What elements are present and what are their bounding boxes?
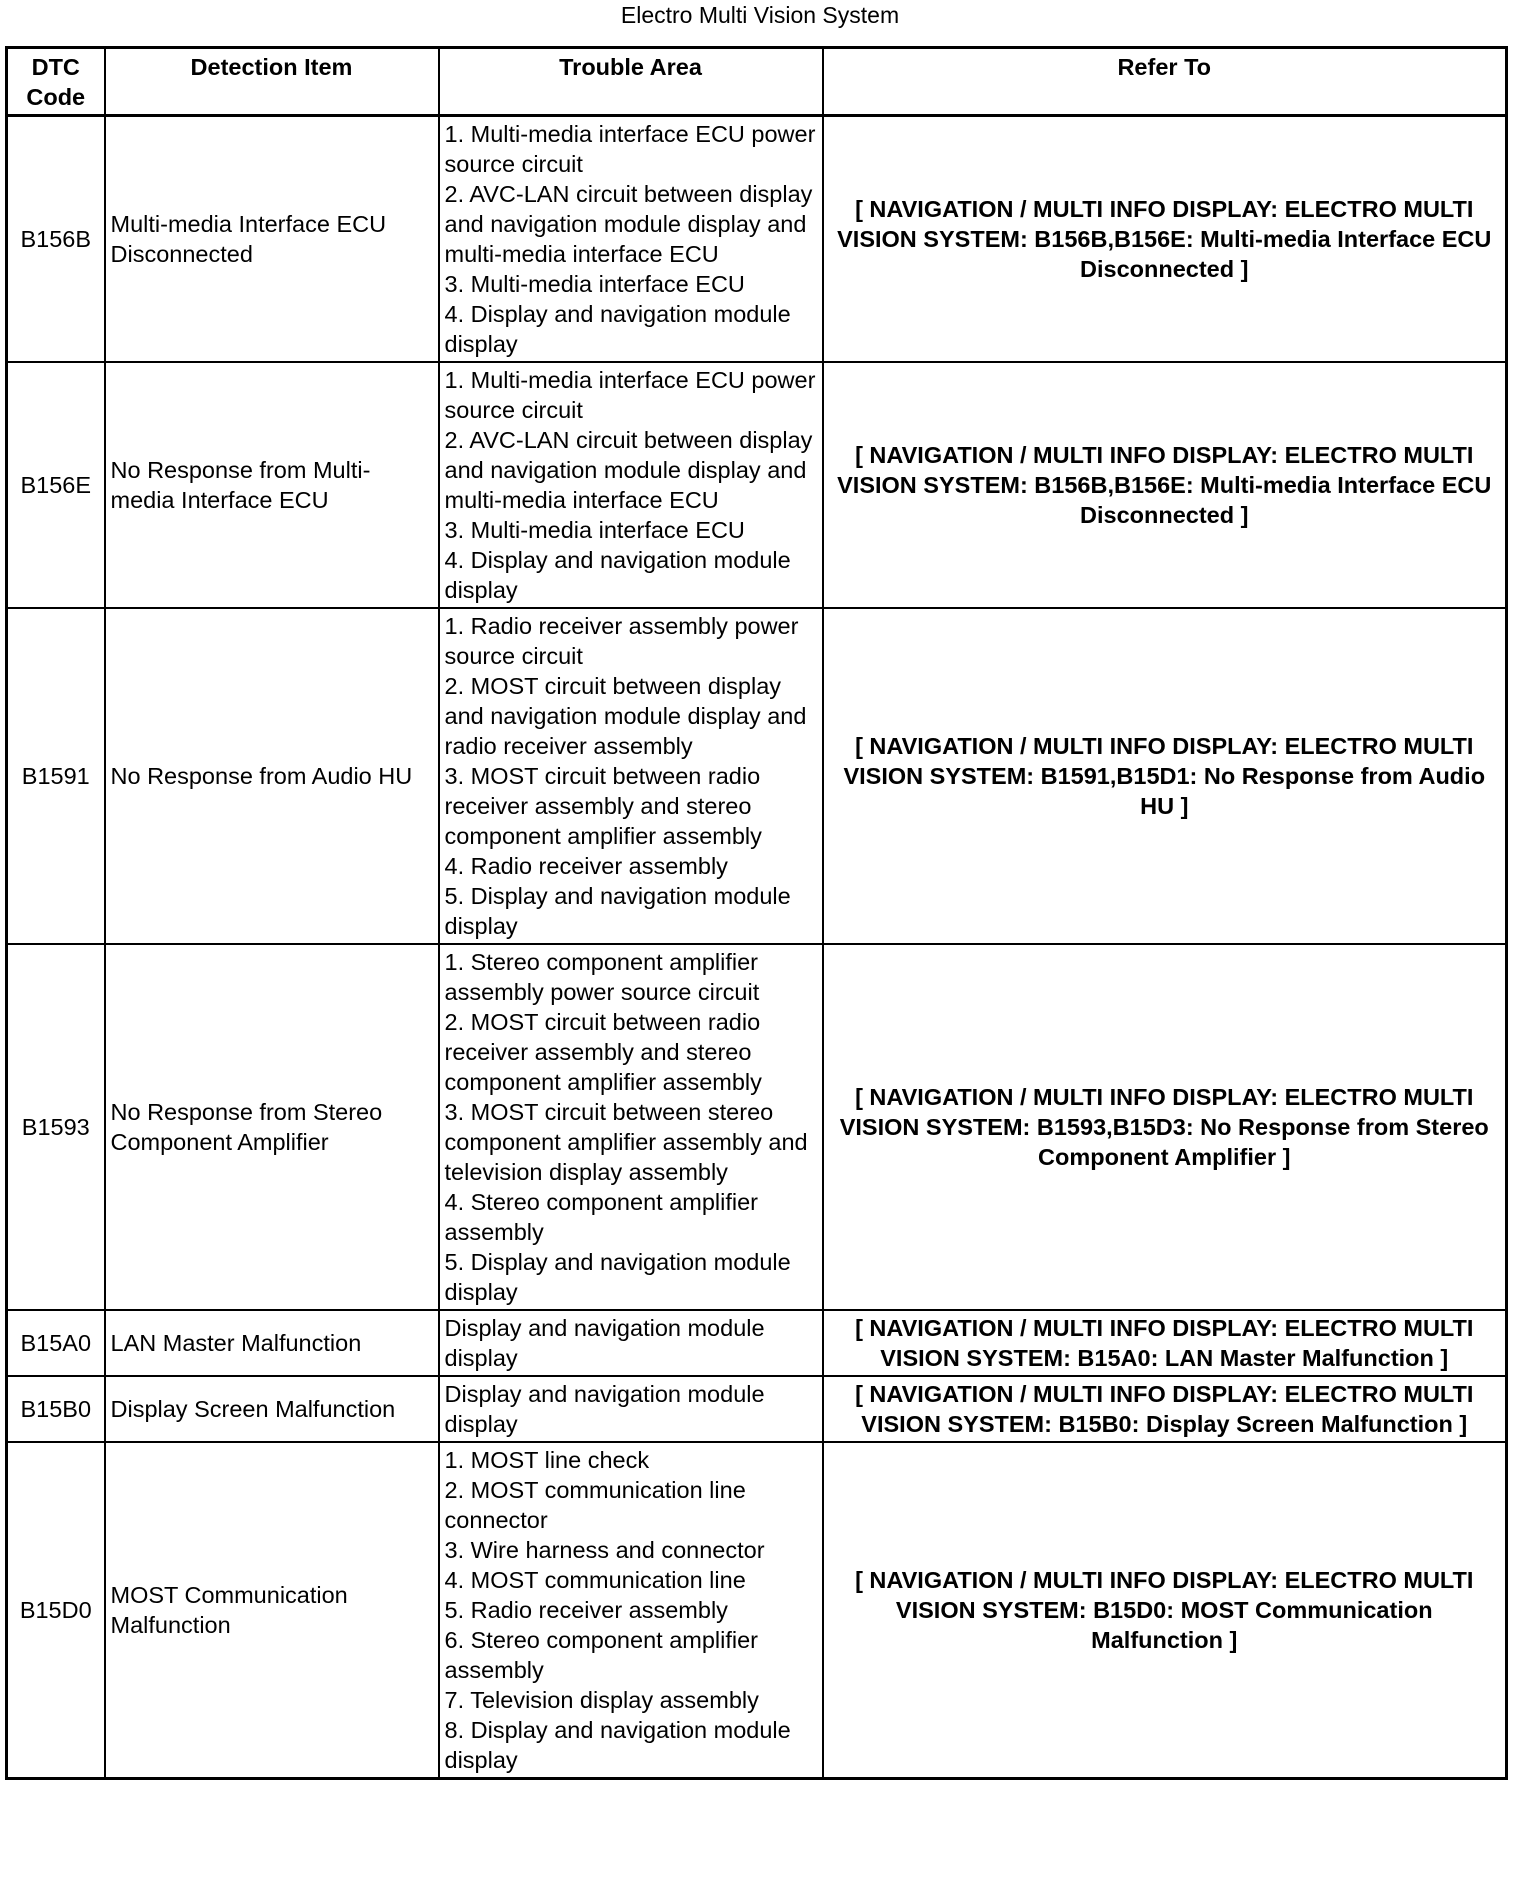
table-row bbox=[7, 362, 1507, 608]
table-row bbox=[7, 1376, 1507, 1442]
trouble-area-line: 4. Display and navigation module display bbox=[444, 547, 791, 603]
header-row bbox=[7, 48, 1507, 116]
trouble-area-line: 4. Radio receiver assembly bbox=[444, 853, 728, 879]
detection-item-cell: Multi-media Interface ECU Disconnected bbox=[105, 116, 439, 363]
header-refer-to: Refer To bbox=[823, 48, 1507, 116]
trouble-area-line: 1. Radio receiver assembly power source circuit bbox=[444, 613, 799, 669]
trouble-area-cell bbox=[439, 1310, 823, 1376]
dtc-code-cell: B156B bbox=[7, 116, 105, 363]
page-title: Electro Multi Vision System bbox=[620, 2, 900, 28]
trouble-area-line: 3. MOST circuit between stereo component amplifier assembly and television display assembly bbox=[444, 1099, 808, 1185]
trouble-area-cell bbox=[439, 362, 823, 608]
trouble-area-line: 2. AVC-LAN circuit between display and navigation module display and multi-media interface ECU bbox=[444, 427, 813, 513]
refer-to-cell: [ NAVIGATION / MULTI INFO DISPLAY: ELECTRO MULTI VISION SYSTEM: B15A0: LAN Master Malfunction ] bbox=[823, 1310, 1507, 1376]
trouble-area-line: Display and navigation module display bbox=[444, 1381, 765, 1437]
trouble-area-cell bbox=[439, 1442, 823, 1779]
header-trouble-area: Trouble Area bbox=[439, 48, 823, 116]
trouble-area-line: 1. Multi-media interface ECU power source circuit bbox=[444, 121, 816, 177]
trouble-area-line: 6. Stereo component amplifier assembly bbox=[444, 1627, 758, 1683]
refer-to-cell: [ NAVIGATION / MULTI INFO DISPLAY: ELECTRO MULTI VISION SYSTEM: B1591,B15D1: No Response from Audio HU ] bbox=[823, 608, 1507, 944]
dtc-code-cell: B1591 bbox=[7, 608, 105, 944]
detection-item-cell: MOST Communication Malfunction bbox=[105, 1442, 439, 1779]
detection-item-cell: Display Screen Malfunction bbox=[105, 1376, 439, 1442]
trouble-area-line: 2. MOST circuit between radio receiver assembly and stereo component amplifier assembly bbox=[444, 1009, 762, 1095]
trouble-area-line: 5. Radio receiver assembly bbox=[444, 1597, 728, 1623]
trouble-area-line: 1. MOST line check bbox=[444, 1447, 650, 1473]
header-dtc-code: DTC Code bbox=[7, 48, 105, 116]
trouble-area-cell bbox=[439, 944, 823, 1310]
trouble-area-line: Display and navigation module display bbox=[444, 1315, 765, 1371]
refer-to-cell: [ NAVIGATION / MULTI INFO DISPLAY: ELECTRO MULTI VISION SYSTEM: B15D0: MOST Communication Malfunction ] bbox=[823, 1442, 1507, 1779]
dtc-code-cell: B1593 bbox=[7, 944, 105, 1310]
table-row bbox=[7, 944, 1507, 1310]
trouble-area-line: 3. MOST circuit between radio receiver assembly and stereo component amplifier assembly bbox=[444, 763, 762, 849]
trouble-area-line: 4. Stereo component amplifier assembly bbox=[444, 1189, 758, 1245]
detection-item-cell: LAN Master Malfunction bbox=[105, 1310, 439, 1376]
trouble-area-line: 8. Display and navigation module display bbox=[444, 1717, 791, 1773]
trouble-area-cell bbox=[439, 1376, 823, 1442]
refer-to-cell: [ NAVIGATION / MULTI INFO DISPLAY: ELECTRO MULTI VISION SYSTEM: B156B,B156E: Multi-media Interface ECU Disconnected ] bbox=[823, 362, 1507, 608]
trouble-area-line: 4. Display and navigation module display bbox=[444, 301, 791, 357]
dtc-code-cell: B15A0 bbox=[7, 1310, 105, 1376]
trouble-area-line: 3. Multi-media interface ECU bbox=[444, 517, 745, 543]
trouble-area-line: 2. MOST communication line connector bbox=[444, 1477, 746, 1533]
trouble-area-line: 7. Television display assembly bbox=[444, 1687, 759, 1713]
refer-to-cell: [ NAVIGATION / MULTI INFO DISPLAY: ELECTRO MULTI VISION SYSTEM: B1593,B15D3: No Response from Stereo Component Amplifier ] bbox=[823, 944, 1507, 1310]
trouble-area-line: 5. Display and navigation module display bbox=[444, 883, 791, 939]
dtc-code-cell: B156E bbox=[7, 362, 105, 608]
dtc-code-cell: B15B0 bbox=[7, 1376, 105, 1442]
table-row bbox=[7, 116, 1507, 363]
trouble-area-cell bbox=[439, 608, 823, 944]
table-row bbox=[7, 1442, 1507, 1779]
table-body bbox=[7, 116, 1507, 1779]
trouble-area-cell bbox=[439, 116, 823, 363]
table-row bbox=[7, 608, 1507, 944]
header-detection-item: Detection Item bbox=[105, 48, 439, 116]
trouble-area-line: 3. Multi-media interface ECU bbox=[444, 271, 745, 297]
detection-item-cell: No Response from Multi-media Interface ECU bbox=[105, 362, 439, 608]
dtc-code-cell: B15D0 bbox=[7, 1442, 105, 1779]
detection-item-cell: No Response from Audio HU bbox=[105, 608, 439, 944]
trouble-area-line: 5. Display and navigation module display bbox=[444, 1249, 791, 1305]
refer-to-cell: [ NAVIGATION / MULTI INFO DISPLAY: ELECTRO MULTI VISION SYSTEM: B15B0: Display Screen Malfunction ] bbox=[823, 1376, 1507, 1442]
dtc-table bbox=[5, 46, 1508, 1780]
trouble-area-line: 1. Stereo component amplifier assembly power source circuit bbox=[444, 949, 760, 1005]
trouble-area-line: 1. Multi-media interface ECU power source circuit bbox=[444, 367, 816, 423]
table-header bbox=[7, 48, 1507, 116]
table-row bbox=[7, 1310, 1507, 1376]
trouble-area-line: 2. MOST circuit between display and navigation module display and radio receiver assembly bbox=[444, 673, 807, 759]
trouble-area-line: 3. Wire harness and connector bbox=[444, 1537, 765, 1563]
trouble-area-line: 4. MOST communication line bbox=[444, 1567, 746, 1593]
trouble-area-line: 2. AVC-LAN circuit between display and navigation module display and multi-media interface ECU bbox=[444, 181, 813, 267]
detection-item-cell: No Response from Stereo Component Amplifier bbox=[105, 944, 439, 1310]
refer-to-cell: [ NAVIGATION / MULTI INFO DISPLAY: ELECTRO MULTI VISION SYSTEM: B156B,B156E: Multi-media Interface ECU Disconnected ] bbox=[823, 116, 1507, 363]
